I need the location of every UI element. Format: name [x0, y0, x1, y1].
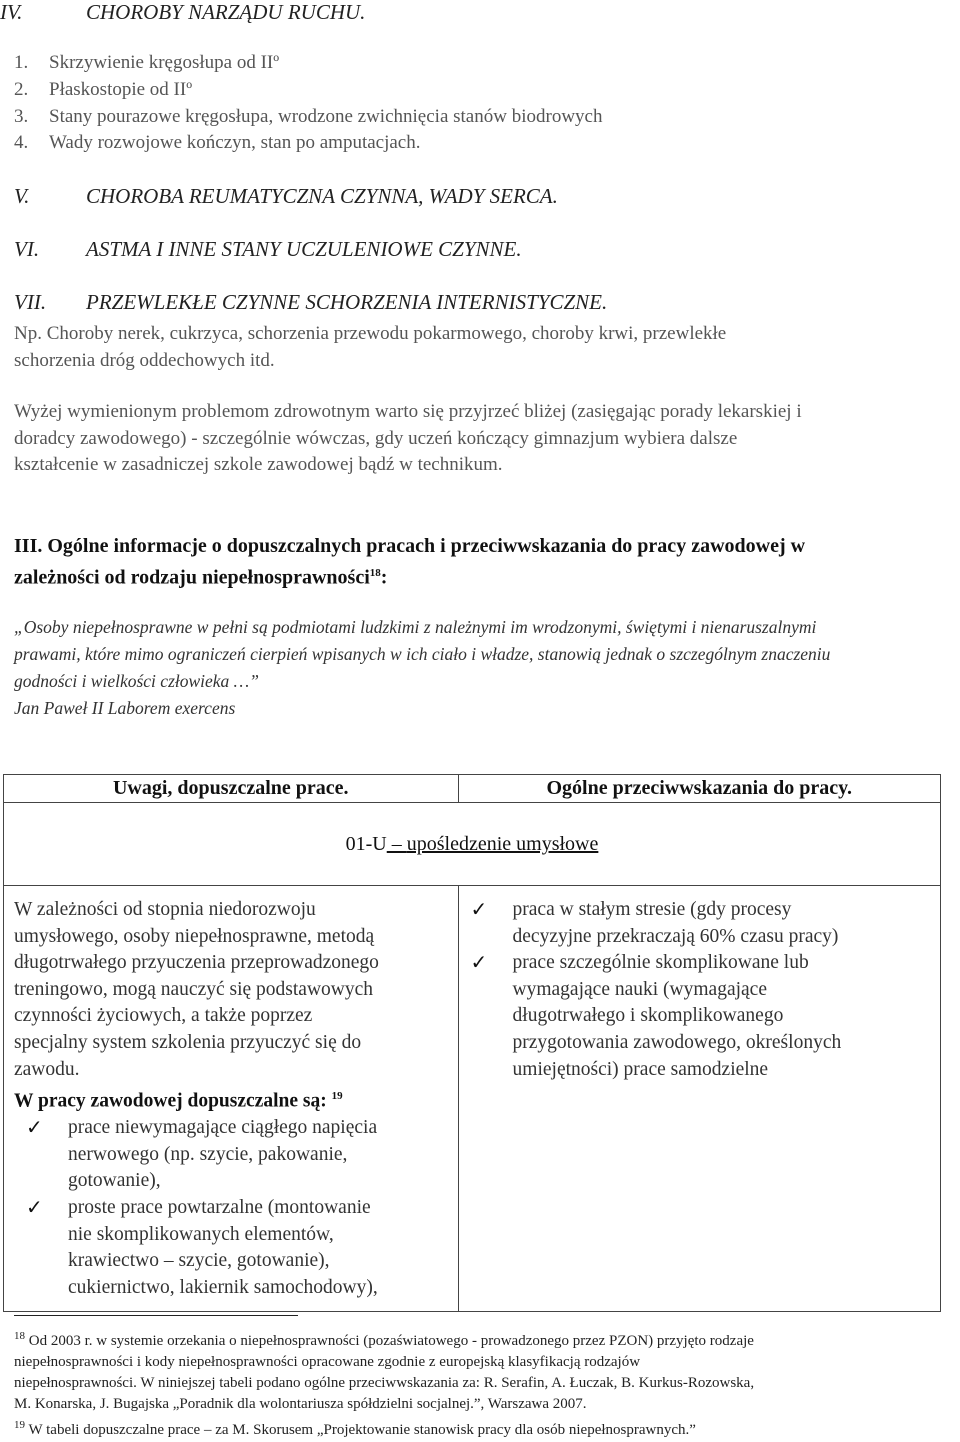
advice-line: Wyżej wymienionym problemom zdrowotnym warto się przyjrzeć bliżej (zasięgając porady lekarskiej i: [14, 401, 802, 422]
description-line: specjalny system szkolenia przyuczyć się do: [14, 1031, 362, 1053]
quote-line: prawami, które mimo ograniczeń cierpień wpisanych w ich ciało i władze, stanowią jednak o szczególnym znaczeniu: [14, 644, 831, 664]
checklist-item-line: proste prace powtarzalne (montowanie: [68, 1197, 371, 1219]
category-code: 01-U: [345, 833, 387, 855]
category-row: [4, 803, 941, 886]
footnote-18-line: Od 2003 r. w systemie orzekania o niepełnosprawności (pozaświatowego - prowadzonego przez PZON) przyjęto rodzaje: [28, 1333, 754, 1349]
footnote-18: [14, 1326, 754, 1441]
checklist-item: [470, 897, 934, 950]
quote-author: Jan Paweł II Laborem exercens: [14, 698, 236, 718]
checklist-item-line: gotowanie),: [68, 1170, 161, 1192]
checkmark-icon: ✓: [26, 1117, 43, 1140]
checklist-item-line: krawiectwo – szycie, gotowanie),: [68, 1250, 330, 1272]
description-line: W zależności od stopnia niedorozwoju: [14, 899, 316, 920]
list-item: [14, 79, 193, 101]
allowed-heading-line: [14, 1083, 452, 1115]
advice-paragraph: [14, 399, 802, 479]
list-item-number: 1.: [14, 52, 29, 73]
footnote-separator: [14, 1315, 298, 1316]
list-item-text: Skrzywienie kręgosłupa od IIº: [49, 52, 280, 73]
list-item-number: 3.: [14, 106, 29, 127]
checkmark-icon: ✓: [26, 1197, 43, 1220]
category-title: [4, 803, 941, 886]
checkmark-icon: ✓: [470, 899, 488, 921]
section-iv-heading: [0, 0, 366, 25]
footnote-18-number: 18: [14, 1330, 25, 1342]
checklist-item-line: praca w stałym stresie (gdy procesy: [512, 899, 792, 920]
description-line: treningowo, mogą nauczyć się podstawowych: [14, 978, 374, 1000]
list-item-text: Stany pourazowe kręgosłupa, wrodzone zwichnięcia stanów biodrowych: [49, 106, 603, 127]
section-iii-line: III. Ogólne informacje o dopuszczalnych pracach i przeciwwskazania do pracy zawodowej w: [14, 535, 806, 557]
footnote-18-line: M. Konarska, J. Bugajska „Poradnik dla wolontariusza spółdzielni socjalnej.”, Warszawa 2007.: [14, 1396, 587, 1412]
description-line: czynności życiowych, a także poprzez: [14, 1005, 313, 1027]
checklist-item-line: wymagające nauki (wymagające: [512, 978, 767, 1000]
header-allowed-work: Uwagi, dopuszczalne prace.: [4, 775, 459, 803]
category-name: upośledzenie umysłowe: [406, 833, 599, 855]
checklist-item-line: nie skomplikowanych elementów,: [68, 1223, 334, 1245]
checklist-item-line: umiejętności) prace samodzielne: [512, 1058, 769, 1080]
checklist-item-line: prace niewymagające ciągłego napięcia: [68, 1117, 378, 1139]
list-item: [14, 106, 603, 128]
allowed-list: [14, 1115, 452, 1301]
footnote-ref-19: 19: [331, 1090, 343, 1103]
list-item: [14, 132, 421, 154]
quote-block: [14, 614, 830, 722]
content-row: [4, 886, 941, 1312]
advice-line: kształcenie w zasadniczej szkole zawodowej bądź w technikum.: [14, 454, 503, 475]
section-vii-title: PRZEWLEKŁE CZYNNE SCHORZENIA INTERNISTYCZNE.: [86, 290, 608, 314]
list-item-text: Wady rozwojowe kończyn, stan po amputacjach.: [49, 132, 421, 153]
section-vi-heading: [14, 237, 522, 262]
list-item-number: 4.: [14, 132, 29, 153]
checklist-item-line: prace szczególnie skomplikowane lub: [512, 952, 809, 974]
list-item-number: 2.: [14, 79, 29, 100]
section-iv-number: IV.: [0, 0, 23, 24]
examples-line: Np. Choroby nerek, cukrzyca, schorzenia przewodu pokarmowego, choroby krwi, przewlekłe: [14, 323, 727, 344]
contraindications-list: [470, 897, 934, 1083]
section-vi-title: ASTMA I INNE STANY UCZULENIOWE CZYNNE.: [86, 237, 522, 261]
description-line: długotrwałego przyuczenia przeprowadzonego: [14, 952, 379, 974]
section-vii-heading: [14, 290, 608, 315]
allowed-work-cell: [4, 886, 459, 1312]
footnote-ref-18: 18: [369, 567, 381, 579]
header-contraindications: Ogólne przeciwwskazania do pracy.: [458, 775, 940, 803]
section-v-heading: [14, 184, 558, 209]
checklist-item-line: przygotowania zawodowego, określonych: [512, 1031, 842, 1053]
checklist-item: [14, 1195, 452, 1301]
disability-table: [3, 774, 941, 1312]
quote-line: godności i wielkości człowieka …”: [14, 671, 259, 691]
section-iv-title: CHOROBY NARZĄDU RUCHU.: [86, 0, 366, 24]
table-header-row: [4, 775, 941, 803]
section-vi-number: VI.: [14, 237, 40, 261]
checklist-item: [14, 1115, 452, 1195]
section-v-title: CHOROBA REUMATYCZNA CZYNNA, WADY SERCA.: [86, 184, 558, 208]
advice-line: doradcy zawodowego) - szczególnie wówczas, gdy uczeń kończący gimnazjum wybiera dalsze: [14, 427, 738, 449]
allowed-description: [14, 897, 452, 1083]
examples-paragraph: [14, 320, 726, 374]
allowed-heading: W pracy zawodowej dopuszczalne są:: [14, 1090, 327, 1112]
checklist-item-line: cukiernictwo, lakiernik samochodowy),: [68, 1276, 378, 1298]
footnote-19-text: W tabeli dopuszczalne prace – za M. Skorusem „Projektowanie stanowisk pracy dla osób niepełnosprawnych.”: [28, 1422, 696, 1438]
checklist-item: [470, 950, 934, 1083]
section-v-number: V.: [14, 184, 30, 208]
checklist-item-line: długotrwałego i skomplikowanego: [512, 1005, 784, 1027]
section-iii-line2: [14, 560, 805, 592]
checklist-item-line: decyzyjne przekraczają 60% czasu pracy): [512, 925, 839, 947]
checklist-item-line: nerwowego (np. szycie, pakowanie,: [68, 1143, 348, 1165]
description-line: zawodu.: [14, 1058, 80, 1080]
category-dash: –: [386, 833, 407, 855]
footnote-18-line: niepełnosprawności. W niniejszej tabeli podano ogólne przeciwwskazania za: R. Serafin, A. Łuczak, B. Kurkus-Rozowska,: [14, 1375, 755, 1391]
examples-line: schorzenia dróg oddechowych itd.: [14, 350, 275, 371]
quote-line: „Osoby niepełnosprawne w pełni są podmiotami ludzkimi z należnymi im wrodzonymi, świętymi i nienaruszalnymi: [14, 617, 817, 637]
list-item: [14, 52, 280, 74]
checkmark-icon: ✓: [470, 952, 488, 975]
section-vii-number: VII.: [14, 290, 47, 314]
section-iii-colon: :: [380, 566, 388, 589]
contraindications-cell: [458, 886, 940, 1312]
section-iii-line-text: zależności od rodzaju niepełnosprawności: [14, 566, 370, 589]
description-line: umysłowego, osoby niepełnosprawne, metodą: [14, 925, 375, 947]
footnote-19-number: 19: [14, 1419, 25, 1431]
footnote-18-line: niepełnosprawności i kody niepełnosprawności opracowane zgodnie z europejską klasyfikacją rodzajów: [14, 1354, 641, 1370]
list-item-text: Płaskostopie od IIº: [49, 79, 193, 100]
section-iii-heading: [14, 533, 805, 592]
